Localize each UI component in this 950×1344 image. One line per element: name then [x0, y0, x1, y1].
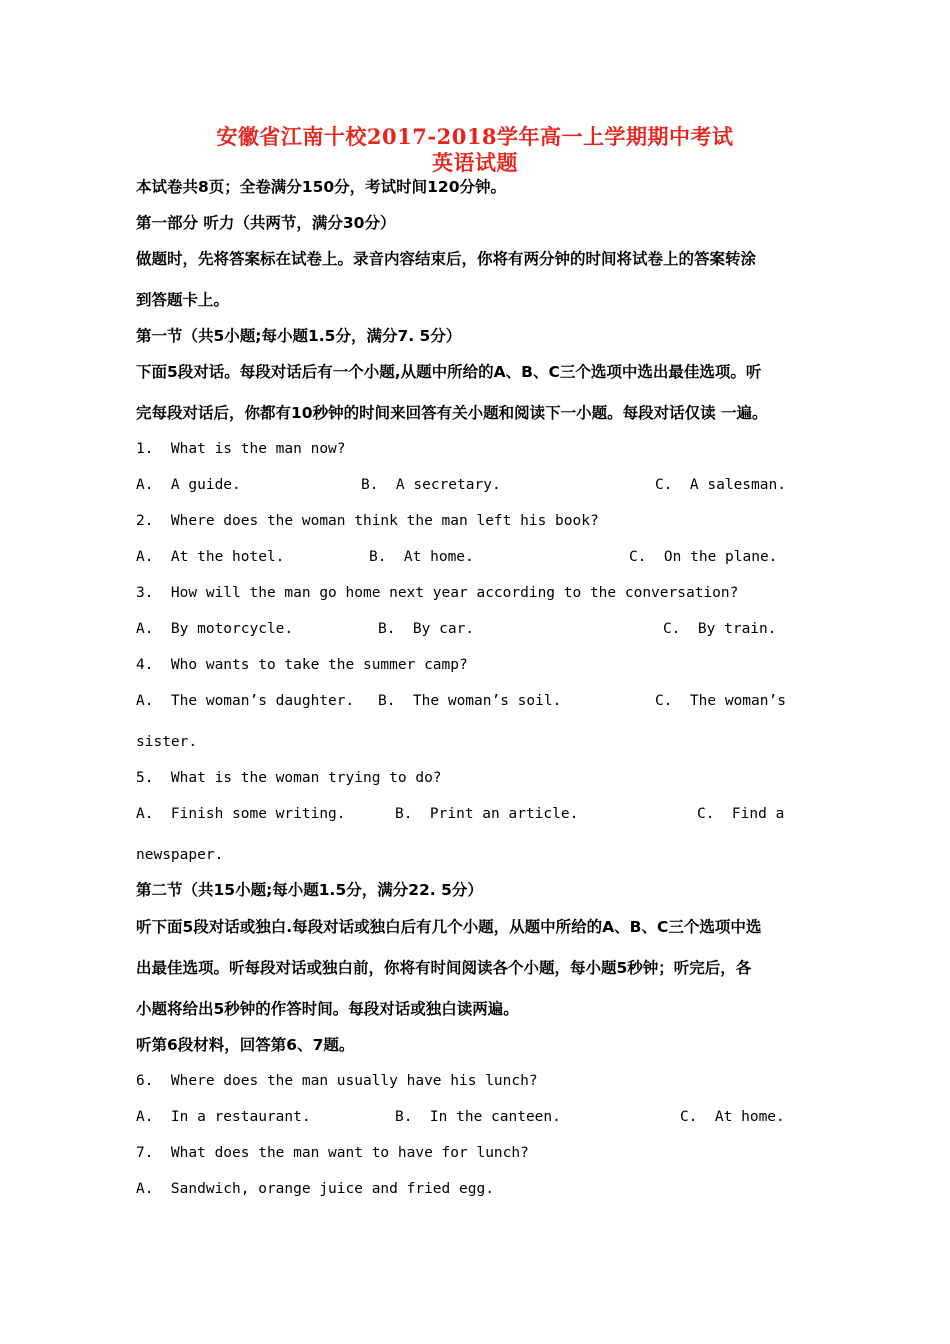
- option-a: A. In a restaurant.: [136, 1109, 311, 1125]
- option-c: C. A salesman.: [655, 477, 786, 493]
- option-a: A. A guide.: [136, 477, 241, 493]
- option-c: C. By train.: [663, 621, 777, 637]
- instructions-line-2: 到答题卡上。: [136, 291, 230, 309]
- question-stem: 6. Where does the man usually have his lunch?: [136, 1073, 538, 1089]
- question-stem: 3. How will the man go home next year according to the conversation?: [136, 585, 739, 601]
- question-stem: 7. What does the man want to have for lunch?: [136, 1145, 529, 1161]
- material-6-heading: 听第6段材料，回答第6、7题。: [136, 1036, 355, 1054]
- exam-subtitle: 英语试题: [432, 150, 518, 175]
- option-b: B. A secretary.: [361, 477, 501, 493]
- section1-directions-line-2: 完每段对话后，你都有10秒钟的时间来回答有关小题和阅读下一小题。每段对话仅读 一遍。: [136, 404, 768, 422]
- option-c: C. The woman’s: [655, 693, 786, 709]
- section1-heading: 第一节（共5小题;每小题1.5分，满分7. 5分）: [136, 327, 462, 345]
- section2-heading: 第二节（共15小题;每小题1.5分，满分22. 5分）: [136, 881, 483, 899]
- section2-directions-line-2: 出最佳选项。听每段对话或独白前，你将有时间阅读各个小题，每小题5秒钟；听完后，各: [136, 959, 752, 977]
- question-stem: 4. Who wants to take the summer camp?: [136, 657, 468, 673]
- option-b: B. At home.: [369, 549, 474, 565]
- option-b: B. By car.: [378, 621, 475, 637]
- option-c-continued: sister.: [136, 734, 198, 750]
- section2-directions-line-1: 听下面5段对话或独白.每段对话或独白后有几个小题，从题中所给的A、B、C三个选项中选: [136, 918, 762, 936]
- option-a: A. The woman’s daughter.: [136, 693, 355, 709]
- option-a: A. Finish some writing.: [136, 806, 346, 822]
- section2-directions-line-3: 小题将给出5秒钟的作答时间。每段对话或独白读两遍。: [136, 1000, 519, 1018]
- part1-heading: 第一部分 听力（共两节，满分30分）: [136, 214, 396, 232]
- option-b: B. Print an article.: [395, 806, 579, 822]
- exam-title: 安徽省江南十校2017-2018学年高一上学期期中考试: [216, 124, 734, 149]
- option-a: A. Sandwich, orange juice and fried egg.: [136, 1181, 494, 1197]
- paper-info: 本试卷共8页；全卷满分150分，考试时间120分钟。: [136, 178, 506, 196]
- option-c: C. At home.: [680, 1109, 785, 1125]
- option-c-continued: newspaper.: [136, 847, 224, 863]
- section1-directions-line-1: 下面5段对话。每段对话后有一个小题,从题中所给的A、B、C三个选项中选出最佳选项。听: [136, 363, 762, 381]
- question-stem: 5. What is the woman trying to do?: [136, 770, 442, 786]
- option-a: A. By motorcycle.: [136, 621, 294, 637]
- instructions-line-1: 做题时，先将答案标在试卷上。录音内容结束后，你将有两分钟的时间将试卷上的答案转涂: [136, 250, 757, 268]
- option-b: B. In the canteen.: [395, 1109, 561, 1125]
- question-stem: 1. What is the man now?: [136, 441, 346, 457]
- option-a: A. At the hotel.: [136, 549, 285, 565]
- option-c: C. Find a: [697, 806, 785, 822]
- question-stem: 2. Where does the woman think the man left his book?: [136, 513, 599, 529]
- option-b: B. The woman’s soil.: [378, 693, 562, 709]
- option-c: C. On the plane.: [629, 549, 778, 565]
